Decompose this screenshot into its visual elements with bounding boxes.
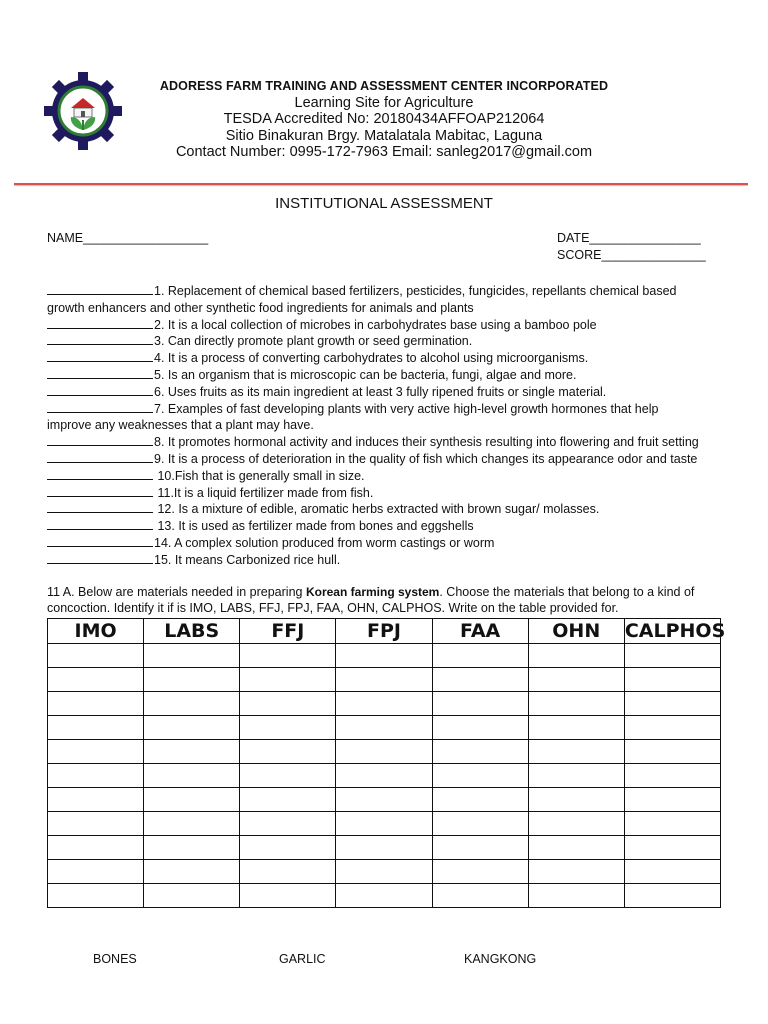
question-text: 8. It promotes hormonal activity and induces their synthesis resulting into flowering and fruit setting — [154, 435, 699, 450]
table-instructions — [47, 584, 747, 616]
answer-blank[interactable] — [47, 367, 153, 379]
instructions-text: 11 A. Below are materials needed in preparing — [47, 585, 306, 599]
answer-cell[interactable] — [528, 812, 624, 836]
answer-cell[interactable] — [528, 740, 624, 764]
question-text: 13. It is used as fertilizer made from bones and eggshells — [154, 519, 474, 534]
answer-cell[interactable] — [624, 764, 720, 788]
contact-line: Contact Number: 0995-172-7963 Email: sanleg2017@gmail.com — [175, 144, 593, 160]
answer-cell[interactable] — [432, 836, 528, 860]
address-line: Sitio Binakuran Brgy. Matalatala Mabitac, Laguna — [225, 127, 543, 144]
answer-cell[interactable] — [624, 644, 720, 668]
answer-cell[interactable] — [48, 884, 144, 908]
answer-cell[interactable] — [432, 716, 528, 740]
question-text: 15. It means Carbonized rice hull. — [154, 552, 341, 567]
answer-cell[interactable] — [48, 764, 144, 788]
header-divider — [14, 183, 748, 185]
answer-blank[interactable] — [47, 333, 153, 345]
answer-cell[interactable] — [240, 668, 336, 692]
table-row — [48, 644, 721, 668]
accreditation-line: TESDA Accredited No: 20180434AFFOAP212064 — [223, 111, 545, 127]
question-item — [47, 451, 747, 468]
answer-cell[interactable] — [240, 812, 336, 836]
answer-cell[interactable] — [528, 692, 624, 716]
question-text: 10.Fish that is generally small in size. — [154, 468, 365, 483]
answer-cell[interactable] — [48, 740, 144, 764]
answer-cell[interactable] — [48, 860, 144, 884]
question-text: 7. Examples of fast developing plants with very active high-level growth hormones that help — [154, 401, 659, 416]
answer-cell[interactable] — [144, 812, 240, 836]
answer-cell[interactable] — [624, 812, 720, 836]
answer-blank[interactable] — [47, 317, 153, 329]
column-header: CALPHOS — [624, 620, 726, 642]
answer-cell[interactable] — [48, 836, 144, 860]
answer-cell[interactable] — [336, 812, 432, 836]
answer-cell[interactable] — [48, 644, 144, 668]
question-text: 1. Replacement of chemical based fertilizers, pesticides, fungicides, repellants chemical based — [154, 284, 677, 298]
learning-site-line: Learning Site for Agriculture — [294, 94, 474, 111]
answer-cell[interactable] — [144, 644, 240, 668]
answer-cell[interactable] — [432, 764, 528, 788]
answer-cell[interactable] — [144, 740, 240, 764]
answer-cell[interactable] — [432, 788, 528, 812]
column-header: IMO — [48, 619, 144, 644]
column-header: LABS — [144, 619, 240, 644]
question-item — [47, 468, 747, 485]
answer-blank[interactable] — [47, 434, 153, 446]
answer-cell[interactable] — [432, 860, 528, 884]
answer-cell[interactable] — [432, 740, 528, 764]
answer-cell[interactable] — [144, 692, 240, 716]
table-row — [48, 668, 721, 692]
answer-blank[interactable] — [47, 350, 153, 362]
answer-cell[interactable] — [48, 716, 144, 740]
answer-blank[interactable] — [47, 518, 153, 530]
answer-cell[interactable] — [144, 668, 240, 692]
answer-cell[interactable] — [336, 788, 432, 812]
answer-cell[interactable] — [528, 788, 624, 812]
answer-cell[interactable] — [528, 716, 624, 740]
answer-cell[interactable] — [624, 788, 720, 812]
concoction-table — [47, 618, 726, 908]
question-text: 9. It is a process of deterioration in the quality of fish which changes its appearance odor and taste — [154, 451, 698, 466]
answer-cell[interactable] — [144, 884, 240, 908]
answer-cell[interactable] — [48, 692, 144, 716]
question-item — [47, 367, 747, 384]
answer-blank[interactable] — [47, 451, 153, 463]
table-row — [48, 692, 721, 716]
material-item: BONES — [93, 952, 137, 966]
answer-cell[interactable] — [48, 812, 144, 836]
question-text: 2. It is a local collection of microbes in carbohydrates base using a bamboo pole — [154, 317, 597, 332]
answer-blank[interactable] — [47, 552, 153, 564]
answer-cell[interactable] — [624, 884, 720, 908]
organization-logo — [44, 72, 122, 150]
table-row — [48, 788, 721, 812]
column-header: OHN — [528, 619, 624, 644]
instructions-text-end: . Choose the materials that belong to a kind of concoction. Identify it if is IMO, LABS, FFJ, FPJ, FAA, OHN, CALPHOS. Write on the table provided for. — [47, 585, 695, 615]
answer-cell[interactable] — [144, 836, 240, 860]
answer-cell[interactable] — [48, 788, 144, 812]
question-item — [47, 333, 747, 350]
answer-cell[interactable] — [144, 860, 240, 884]
question-text: 4. It is a process of converting carbohydrates to alcohol using microorganisms. — [154, 351, 589, 366]
table-row — [48, 836, 721, 860]
answer-cell[interactable] — [432, 812, 528, 836]
answer-cell[interactable] — [432, 884, 528, 908]
column-header: FAA — [432, 619, 528, 644]
answer-blank[interactable] — [47, 468, 153, 480]
material-item: KANGKONG — [464, 952, 537, 966]
table-row — [48, 740, 721, 764]
answer-cell[interactable] — [432, 692, 528, 716]
answer-cell[interactable] — [528, 668, 624, 692]
answer-cell[interactable] — [624, 668, 720, 692]
answer-cell[interactable] — [48, 668, 144, 692]
answer-blank[interactable] — [47, 401, 153, 413]
question-text: 14. A complex solution produced from worm castings or worm — [154, 535, 495, 550]
material-item: GARLIC — [279, 952, 326, 966]
answer-cell[interactable] — [624, 860, 720, 884]
table-row — [48, 812, 721, 836]
question-text: 3. Can directly promote plant growth or seed germination. — [154, 334, 473, 349]
answer-cell[interactable] — [240, 692, 336, 716]
question-text: 6. Uses fruits as its main ingredient at least 3 fully ripened fruits or single material. — [154, 384, 607, 399]
question-item — [47, 283, 747, 300]
answer-cell[interactable] — [528, 860, 624, 884]
question-item — [47, 485, 747, 502]
answer-cell[interactable] — [240, 788, 336, 812]
question-item — [47, 350, 747, 367]
answer-cell[interactable] — [432, 668, 528, 692]
table-row — [48, 716, 721, 740]
question-item — [47, 518, 747, 535]
answer-blank[interactable] — [47, 485, 153, 497]
answer-cell[interactable] — [528, 764, 624, 788]
answer-cell[interactable] — [336, 860, 432, 884]
organization-name: ADORESS FARM TRAINING AND ASSESSMENT CENTER INCORPORATED — [159, 79, 609, 93]
answer-cell[interactable] — [528, 884, 624, 908]
answer-cell[interactable] — [336, 836, 432, 860]
question-text: 11.It is a liquid fertilizer made from fish. — [154, 485, 374, 500]
question-item — [47, 552, 747, 569]
table-row — [48, 764, 721, 788]
answer-cell[interactable] — [240, 884, 336, 908]
answer-cell[interactable] — [528, 836, 624, 860]
score-field[interactable]: SCORE_______________ — [557, 248, 706, 262]
answer-cell[interactable] — [336, 764, 432, 788]
answer-cell[interactable] — [624, 740, 720, 764]
instructions-emphasis: Korean farming system — [305, 585, 440, 599]
column-header: FFJ — [240, 619, 336, 644]
answer-cell[interactable] — [336, 740, 432, 764]
answer-cell[interactable] — [144, 788, 240, 812]
question-item — [47, 317, 747, 334]
answer-cell[interactable] — [336, 716, 432, 740]
answer-cell[interactable] — [336, 692, 432, 716]
column-header: FPJ — [336, 619, 432, 644]
answer-cell[interactable] — [240, 644, 336, 668]
question-item — [47, 501, 747, 518]
answer-blank[interactable] — [47, 384, 153, 396]
answer-cell[interactable] — [240, 836, 336, 860]
question-text: 12. Is a mixture of edible, aromatic herbs extracted with brown sugar/ molasses. — [154, 502, 600, 517]
question-item — [47, 434, 747, 451]
question-list — [47, 283, 747, 569]
answer-blank[interactable] — [47, 283, 153, 295]
question-continuation: improve any weaknesses that a plant may have. — [47, 418, 314, 433]
answer-cell[interactable] — [336, 668, 432, 692]
answer-cell[interactable] — [240, 740, 336, 764]
table-row — [48, 860, 721, 884]
answer-cell[interactable] — [336, 644, 432, 668]
date-field[interactable]: DATE________________ — [557, 231, 701, 245]
table-row — [48, 884, 721, 908]
answer-cell[interactable] — [528, 644, 624, 668]
answer-cell[interactable] — [336, 884, 432, 908]
question-item — [47, 535, 747, 552]
answer-cell[interactable] — [240, 860, 336, 884]
table-body — [48, 644, 721, 908]
name-field[interactable]: NAME__________________ — [47, 231, 209, 245]
answer-cell[interactable] — [624, 692, 720, 716]
answer-cell[interactable] — [240, 716, 336, 740]
question-item — [47, 401, 747, 418]
question-text: 5. Is an organism that is microscopic can be bacteria, fungi, algae and more. — [154, 367, 577, 382]
question-item — [47, 384, 747, 401]
answer-cell[interactable] — [432, 644, 528, 668]
answer-cell[interactable] — [624, 836, 720, 860]
answer-blank[interactable] — [47, 501, 153, 513]
answer-cell[interactable] — [144, 716, 240, 740]
answer-cell[interactable] — [240, 764, 336, 788]
document-header — [130, 78, 638, 161]
answer-cell[interactable] — [624, 716, 720, 740]
table-header-row — [48, 619, 721, 644]
question-continuation: growth enhancers and other synthetic food ingredients for animals and plants — [47, 300, 474, 315]
page-title: INSTITUTIONAL ASSESSMENT — [275, 195, 493, 212]
answer-blank[interactable] — [47, 535, 153, 547]
answer-cell[interactable] — [144, 764, 240, 788]
